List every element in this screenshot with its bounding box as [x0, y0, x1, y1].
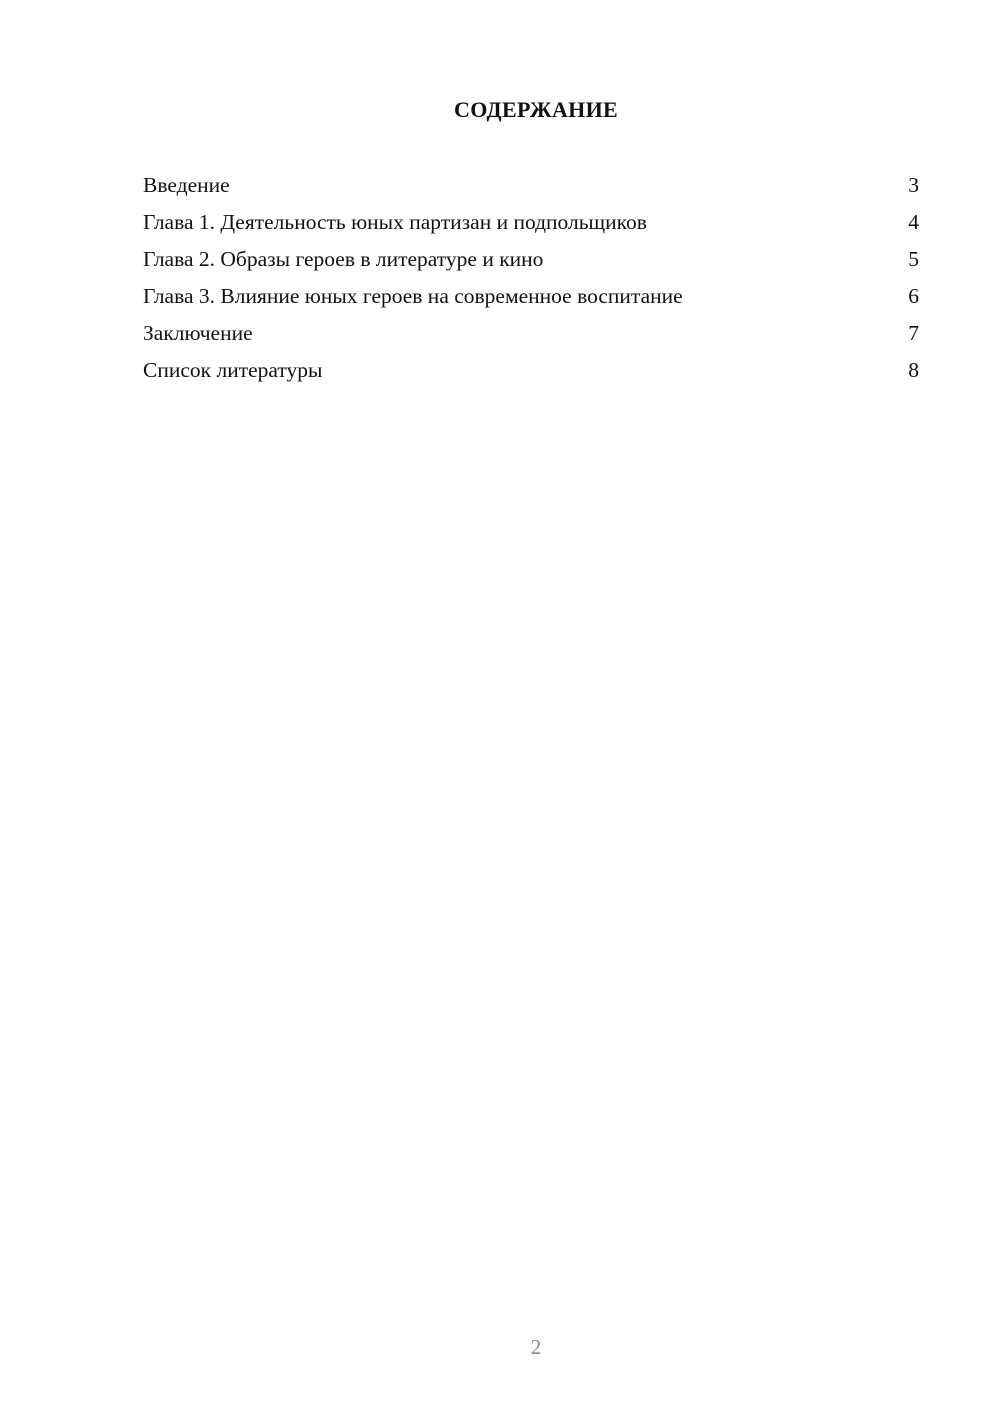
table-of-contents: [143, 171, 919, 393]
page-number: 2: [530, 1335, 542, 1359]
toc-entry-page: 4: [908, 210, 919, 234]
toc-entry-page: 6: [908, 284, 919, 308]
toc-entry-label: Глава 2. Образы героев в литературе и кино: [143, 247, 544, 271]
toc-entry-introduction[interactable]: [143, 171, 919, 208]
page-title: СОДЕРЖАНИЕ: [454, 97, 618, 122]
toc-entry-chapter-2[interactable]: [143, 245, 919, 282]
toc-entry-page: 7: [908, 321, 919, 345]
toc-entry-chapter-3[interactable]: [143, 282, 919, 319]
toc-entry-label: Заключение: [143, 321, 253, 345]
toc-entry-page: 8: [908, 358, 919, 382]
toc-entry-conclusion[interactable]: [143, 319, 919, 356]
toc-entry-label: Глава 1. Деятельность юных партизан и подпольщиков: [143, 210, 647, 234]
toc-entry-label: Введение: [143, 173, 230, 197]
toc-entry-chapter-1[interactable]: [143, 208, 919, 245]
toc-entry-page: 3: [908, 173, 919, 197]
toc-entry-label: Список литературы: [143, 358, 323, 382]
toc-entry-page: 5: [908, 247, 919, 271]
toc-entry-label: Глава 3. Влияние юных героев на современное воспитание: [143, 284, 683, 308]
toc-entry-references[interactable]: [143, 356, 919, 393]
